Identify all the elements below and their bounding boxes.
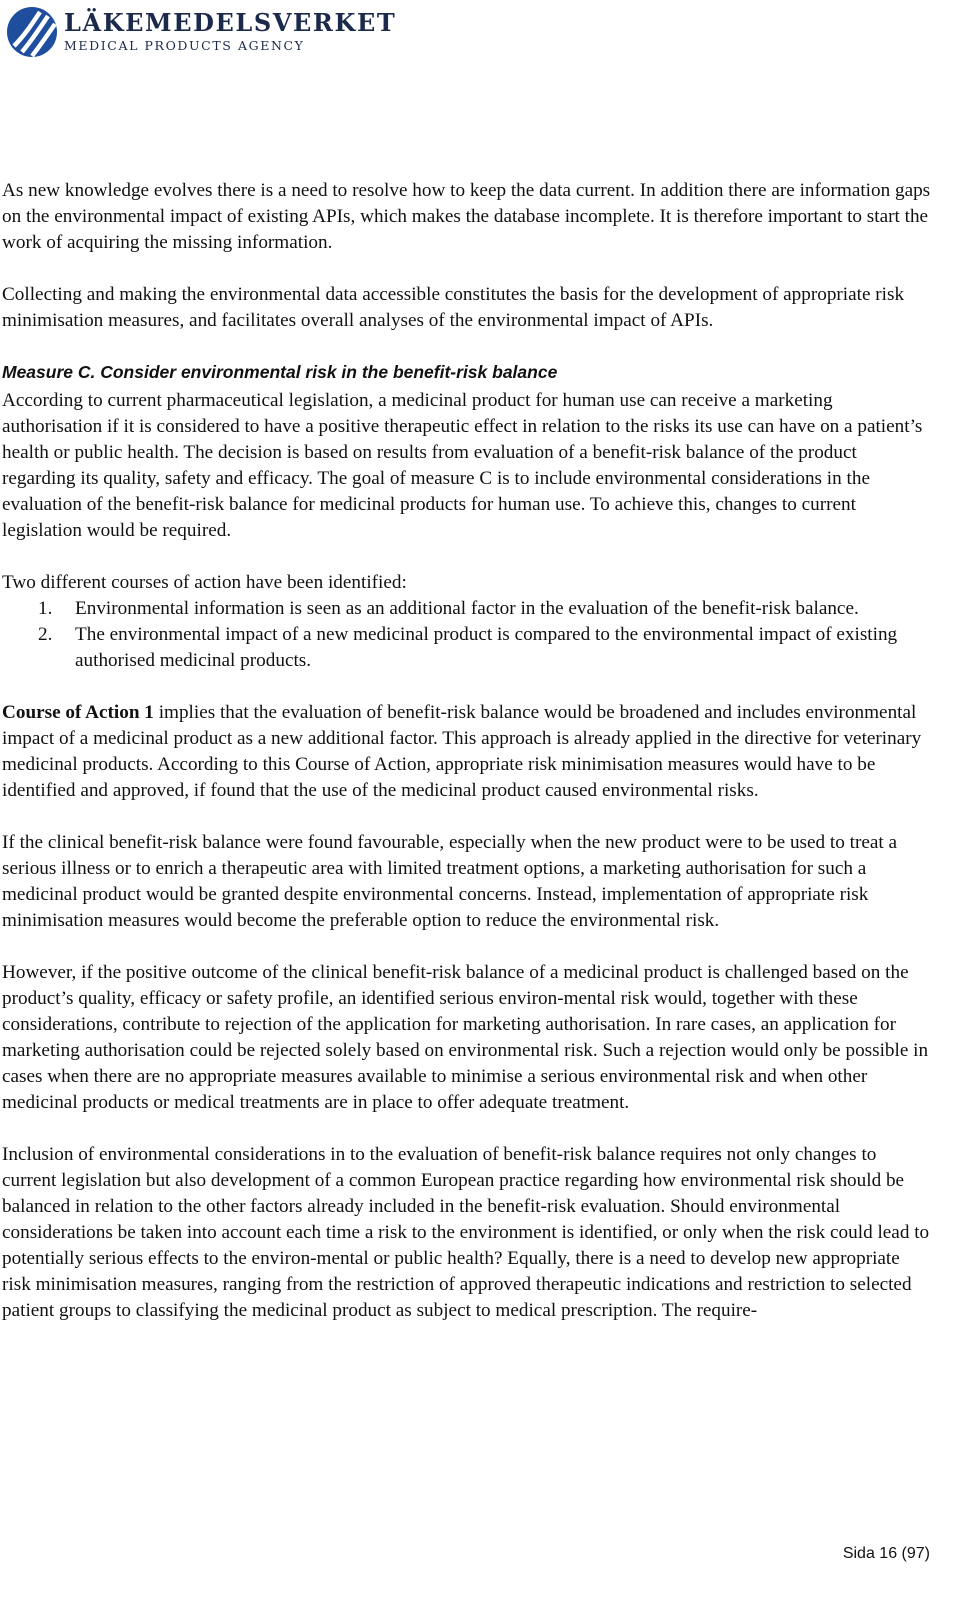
section-heading: Measure C. Consider environmental risk in the benefit-risk balance: [2, 362, 558, 382]
list-item-number: 1.: [38, 598, 53, 619]
paragraph-course-of-action-1: [2, 700, 932, 804]
logo-name: LÄKEMEDELSVERKET: [64, 8, 397, 38]
paragraph-legislation: According to current pharmaceutical legislation, a medicinal product for human use can receive a marketing authorisation if it is considered to have a positive therapeutic effect in relation to the risks its use can have on a patient’s health or public health. The decision is based on results from evaluation of a benefit-risk balance of the product regarding its quality, safety and efficacy. The goal of measure C is to include environmental considerations in the evaluation of the benefit-risk balance for medicinal products for human use. To achieve this, changes to current legislation would be required.: [2, 390, 923, 541]
list-item: [2, 622, 932, 674]
page-number: Sida 16 (97): [842, 1545, 930, 1562]
list-intro: Two different courses of action have been identified:: [2, 572, 407, 593]
agency-logo: [6, 4, 397, 60]
logo-emblem-icon: [6, 6, 58, 58]
list-item: [2, 596, 932, 622]
list-item-text: The environmental impact of a new medicinal product is compared to the environmental impact of existing authorised medicinal products.: [75, 624, 898, 671]
course-of-action-label: Course of Action 1: [2, 702, 154, 723]
paragraph-favourable: If the clinical benefit-risk balance were found favourable, especially when the new product were to be used to treat a serious illness or to enrich a therapeutic area with limited treatment options, a marketing authorisation for such a medicinal product would be granted despite environmental concerns. Instead, implementation of appropriate risk minimisation measures would become the preferable option to reduce the environmental risk.: [2, 832, 898, 931]
paragraph-data-accessible: Collecting and making the environmental data accessible constitutes the basis for the development of appropriate risk minimisation measures, and facilitates overall analyses of the environmental impact of APIs.: [2, 284, 905, 331]
paragraph-however: However, if the positive outcome of the clinical benefit-risk balance of a medicinal product is challenged based on the product’s quality, efficacy or safety profile, an identified serious environ-mental risk would, together with these considerations, contribute to rejection of the application for marketing authorisation. In rare cases, an application for marketing authorisation could be rejected solely based on environmental risk. Such a rejection would only be possible in cases when there are no appropriate measures available to minimise a serious environmental risk and when other medicinal products or medical treatments are in place to offer adequate treatment.: [2, 962, 929, 1113]
logo-subtitle: MEDICAL PRODUCTS AGENCY: [64, 38, 305, 54]
document-body: [2, 178, 932, 1350]
paragraph-inclusion: Inclusion of environmental considerations in to the evaluation of benefit-risk balance requires not only changes to current legislation but also development of a common European practice regarding how environmental risk should be balanced in relation to the other factors already included in the benefit-risk evaluation. Should environmental considerations be taken into account each time a risk to the environment is identified, or only when the risk could lead to potentially serious effects to the environ-mental or public health? Equally, there is a need to develop new appropriate risk minimisation measures, ranging from the restriction of approved therapeutic indications and restriction to selected patient groups to classifying the medicinal product as subject to medical prescription. The require-: [2, 1144, 930, 1321]
course-of-action-text: implies that the evaluation of benefit-risk balance would be broadened and includes environmental impact of a medicinal product as a new additional factor. This approach is already applied in the directive for veterinary medicinal products. According to this Course of Action, appropriate risk minimisation measures would have to be identified and approved, if found that the use of the medicinal product caused environmental risks.: [2, 702, 922, 801]
list-item-number: 2.: [38, 624, 53, 645]
courses-of-action-list: [2, 596, 932, 674]
paragraph-data-current: As new knowledge evolves there is a need to resolve how to keep the data current. In addition there are information gaps on the environmental impact of existing APIs, which makes the database incomplete. It is therefore important to start the work of acquiring the missing information.: [2, 180, 931, 253]
list-item-text: Environmental information is seen as an additional factor in the evaluation of the benefit-risk balance.: [75, 598, 859, 619]
